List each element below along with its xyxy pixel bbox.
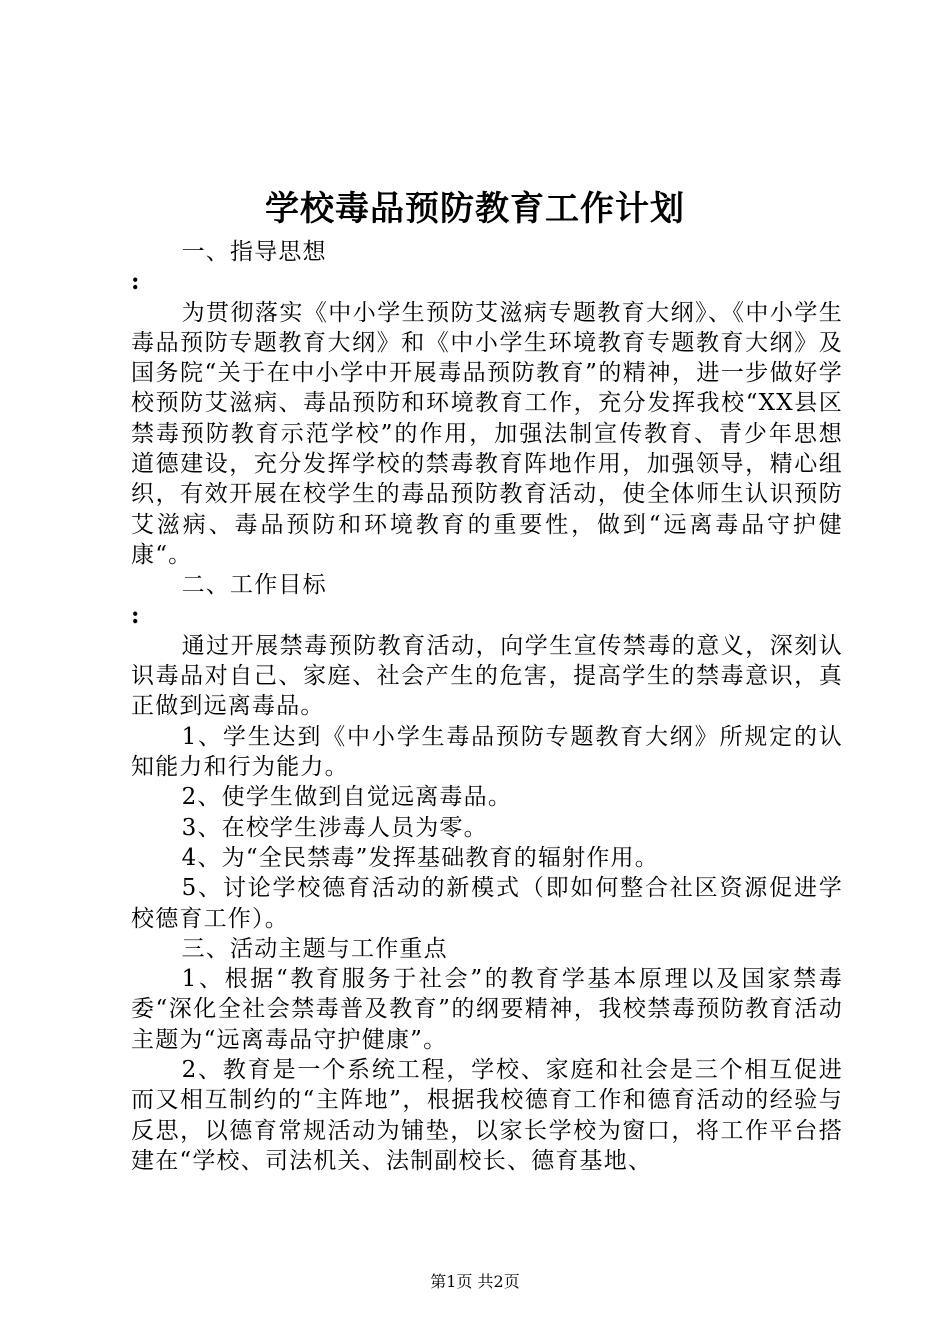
colon-line: : <box>131 601 141 629</box>
goal-item-2: 2、使学生做到自觉远离毒品。 <box>181 784 513 811</box>
goal-item-4: 4、为“全民禁毒”发挥基础教育的辐射作用。 <box>181 844 659 871</box>
focus-item-1: 1、根据“教育服务于社会”的教育学基本原理以及国家禁毒委“深化全社会禁毒普及教育”的纲要精神，我校禁毒预防教育活动主题为“远离毒品守护健康”。 <box>131 966 843 1053</box>
goal-item-5: 5、讨论学校德育活动的新模式（即如何整合社区资源促进学校德育工作）。 <box>131 875 843 932</box>
paragraph-work-goals: 通过开展禁毒预防教育活动，向学生宣传禁毒的意义，深刻认识毒品对自己、家庭、社会产生的危害，提高学生的禁毒意识，真正做到远离毒品。 <box>131 632 843 720</box>
goal-item-3: 3、在校学生涉毒人员为零。 <box>181 814 488 841</box>
focus-item-2: 2、教育是一个系统工程，学校、家庭和社会是三个相互促进而又相互制约的“主阵地”，根据我校德育工作和德育活动的经验与反思，以德育常规活动为铺垫，以家长学校为窗口，将工作平台搭建在“学校、司法机关、法制副校长、德育基地、 <box>131 1057 843 1174</box>
document-title: 学校毒品预防教育工作计划 <box>265 189 685 229</box>
document-body <box>131 237 843 1176</box>
page-footer: 第1页 共2页 <box>430 1272 520 1291</box>
section-heading-theme-focus: 三、活动主题与工作重点 <box>181 935 448 962</box>
goal-item-1: 1、学生达到《中小学生毒品预防专题教育大纲》所规定的认知能力和行为能力。 <box>131 723 843 781</box>
section-heading-work-goals: 二、工作目标 <box>181 572 327 599</box>
section-heading-guiding-thought: 一、指导思想 <box>181 239 327 265</box>
paragraph-guiding-thought: 为贯彻落实《中小学生预防艾滋病专题教育大纲》、《中小学生毒品预防专题教育大纲》和《中小学生环境教育专题教育大纲》及国务院“关于在中小学中开展毒品预防教育”的精神，进一步做好学校预防艾滋病、毒品预防和环境教育工作，充分发挥我校“XX县区禁毒预防教育示范学校”的作用，加强法制宣传教育、青少年思想道德建设，充分发挥学校的禁毒教育阵地作用，加强领导，精心组织，有效开展在校学生的毒品预防教育活动，使全体师生认识预防艾滋病、毒品预防和环境教育的重要性，做到“远离毒品守护健康“。 <box>131 299 843 568</box>
colon-line: : <box>131 268 141 296</box>
